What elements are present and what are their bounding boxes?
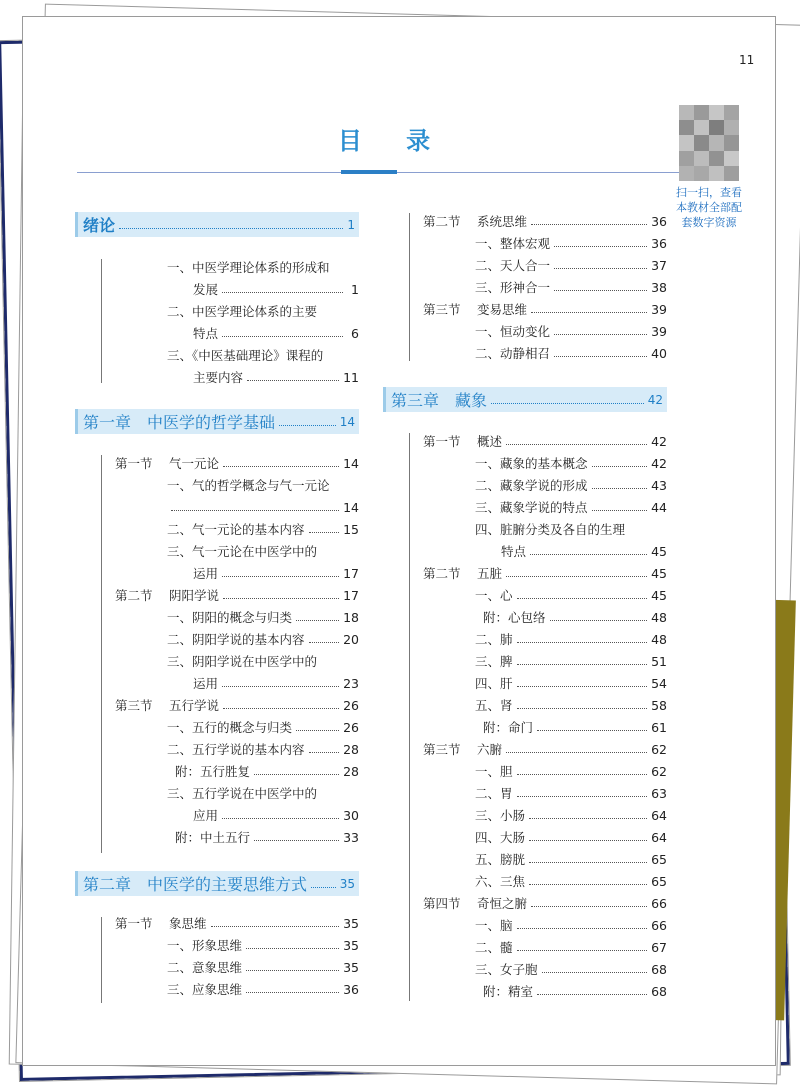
toc-entry-label: 二、意象思维 — [167, 960, 243, 975]
leader-dots — [550, 620, 648, 621]
section-guide-line — [101, 259, 102, 383]
toc-entry-page: 30 — [343, 807, 359, 823]
toc-section-number: 第三节 — [115, 698, 153, 713]
toc-entry-page: 42 — [651, 433, 667, 449]
leader-dots — [531, 224, 647, 225]
toc-entry[interactable] — [475, 342, 667, 364]
toc-entry[interactable] — [115, 694, 359, 716]
toc-entry-label: 概述 — [477, 434, 503, 449]
leader-dots — [506, 576, 647, 577]
leader-dots — [517, 708, 648, 709]
toc-entry-page: 64 — [651, 829, 667, 845]
toc-entry-label: 运用 — [193, 676, 219, 691]
toc-entry-label: 一、五行的概念与归类 — [167, 720, 293, 735]
toc-entry[interactable] — [115, 912, 359, 934]
toc-entry-label: 六、三焦 — [475, 874, 526, 889]
toc-section-number: 第一节 — [115, 456, 153, 471]
leader-dots — [531, 906, 647, 907]
toc-entry-label: 三、五行学说在中医学中的 — [167, 786, 318, 801]
toc-entry-label: 五脏 — [477, 566, 503, 581]
leader-dots — [529, 862, 647, 863]
leader-dots — [592, 488, 648, 489]
toc-section-number: 第二节 — [423, 214, 461, 229]
toc-entry-page: 39 — [651, 323, 667, 339]
leader-dots — [554, 334, 647, 335]
leader-dots — [529, 884, 647, 885]
toc-entry-label: 四、脏腑分类及各自的生理 — [475, 522, 626, 537]
toc-entry-page: 68 — [651, 961, 667, 977]
toc-entry-label: 变易思维 — [477, 302, 528, 317]
toc-entry-label: 一、整体宏观 — [475, 236, 551, 251]
leader-dots — [491, 403, 644, 404]
leader-dots — [254, 840, 339, 841]
toc-entry-page: 23 — [343, 675, 359, 691]
toc-entry[interactable] — [167, 738, 359, 760]
section-guide-line — [101, 917, 102, 1003]
toc-entry[interactable] — [115, 584, 359, 606]
toc-entry-label: 二、动静相召 — [475, 346, 551, 361]
toc-entry-label: 五、肾 — [475, 698, 513, 713]
toc-entry-label: 系统思维 — [477, 214, 528, 229]
toc-entry-label: 二、中医学理论体系的主要 — [167, 304, 318, 319]
toc-entry-page: 64 — [651, 807, 667, 823]
toc-entry[interactable] — [167, 606, 359, 628]
title-rule-accent — [341, 170, 397, 174]
toc-entry[interactable] — [167, 628, 359, 650]
toc-section-number: 第三节 — [423, 302, 461, 317]
toc-section-number: 第二节 — [423, 566, 461, 581]
toc-entry-page: 17 — [343, 587, 359, 603]
toc-entry[interactable] — [193, 278, 359, 300]
toc-entry[interactable] — [501, 540, 667, 562]
chapter-intro[interactable] — [75, 212, 359, 237]
toc-entry[interactable] — [475, 320, 667, 342]
toc-section-number: 第四节 — [423, 896, 461, 911]
page-title: 目 录 — [337, 127, 449, 155]
leader-dots — [222, 686, 339, 687]
toc-entry[interactable] — [193, 804, 359, 826]
toc-entry-page: 26 — [343, 719, 359, 735]
toc-entry[interactable] — [475, 628, 667, 650]
toc-entry-label: 附：中土五行 — [175, 830, 251, 845]
leader-dots — [517, 598, 648, 599]
toc-entry-label: 附：五行胜复 — [175, 764, 251, 779]
toc-entry[interactable] — [193, 366, 359, 388]
toc-entry-label: 三、脾 — [475, 654, 513, 669]
toc-entry-label: 一、脑 — [475, 918, 513, 933]
toc-entry-page: 62 — [651, 763, 667, 779]
chapter-2-page: 35 — [339, 876, 355, 891]
toc-entry-label: 五、膀胱 — [475, 852, 526, 867]
toc-entry-label: 一、胆 — [475, 764, 513, 779]
toc-entry-label: 二、阴阳学说的基本内容 — [167, 632, 305, 647]
toc-entry-page: 63 — [651, 785, 667, 801]
leader-dots — [171, 510, 339, 511]
toc-entry[interactable] — [475, 518, 667, 540]
toc-entry-page: 62 — [651, 741, 667, 757]
toc-entry[interactable] — [115, 452, 359, 474]
toc-entry-label: 阴阳学说 — [169, 588, 220, 603]
leader-dots — [246, 992, 339, 993]
toc-entry-label: 三、气一元论在中医学中的 — [167, 544, 318, 559]
toc-entry-label: 特点 — [501, 544, 527, 559]
toc-entry-page: 39 — [651, 301, 667, 317]
toc-entry-page: 40 — [651, 345, 667, 361]
toc-entry-label: 应用 — [193, 808, 219, 823]
toc-entry-page: 38 — [651, 279, 667, 295]
toc-entry-label: 发展 — [193, 282, 219, 297]
leader-dots — [247, 380, 339, 381]
toc-entry[interactable] — [475, 782, 667, 804]
toc-entry-label: 一、形象思维 — [167, 938, 243, 953]
toc-entry-page: 35 — [343, 959, 359, 975]
toc-entry-page: 36 — [651, 235, 667, 251]
toc-entry-page: 48 — [651, 609, 667, 625]
toc-entry[interactable] — [475, 496, 667, 518]
toc-entry[interactable] — [475, 870, 667, 892]
toc-entry[interactable] — [167, 978, 359, 1000]
toc-entry-page: 35 — [343, 915, 359, 931]
leader-dots — [223, 466, 339, 467]
toc-entry[interactable] — [175, 826, 359, 848]
leader-dots — [296, 620, 339, 621]
chapter-3[interactable] — [383, 387, 667, 412]
leader-dots — [246, 948, 339, 949]
leader-dots — [506, 444, 647, 445]
toc-entry[interactable] — [167, 540, 359, 562]
toc-entry-page: 43 — [651, 477, 667, 493]
page-number: 11 — [739, 53, 755, 67]
leader-dots — [254, 774, 339, 775]
chapter-1-page: 14 — [339, 414, 355, 429]
section-guide-line — [101, 455, 102, 853]
toc-entry[interactable] — [475, 254, 667, 276]
toc-entry-label: 三、阴阳学说在中医学中的 — [167, 654, 318, 669]
toc-entry[interactable] — [423, 892, 667, 914]
leader-dots — [506, 752, 647, 753]
toc-entry-label: 三、应象思维 — [167, 982, 243, 997]
toc-entry-label: 二、肺 — [475, 632, 513, 647]
chapter-2-label: 第二章 中医学的主要思维方式 — [83, 875, 308, 894]
leader-dots — [517, 642, 648, 643]
toc-entry-page: 65 — [651, 873, 667, 889]
toc-section-number: 第三节 — [423, 742, 461, 757]
toc-entry-label: 附：心包络 — [483, 610, 546, 625]
toc-entry[interactable] — [475, 936, 667, 958]
toc-entry-label: 三、藏象学说的特点 — [475, 500, 588, 515]
chapter-1-label: 第一章 中医学的哲学基础 — [83, 413, 276, 432]
toc-entry-page: 65 — [651, 851, 667, 867]
toc-entry-page: 14 — [343, 455, 359, 471]
toc-entry-label: 三、《中医基础理论》课程的 — [167, 348, 324, 363]
leader-dots — [517, 686, 648, 687]
leader-dots — [279, 425, 336, 426]
leader-dots — [529, 840, 647, 841]
toc-entry-label: 特点 — [193, 326, 219, 341]
toc-entry[interactable] — [193, 322, 359, 344]
leader-dots — [517, 774, 648, 775]
toc-entry[interactable] — [167, 782, 359, 804]
chapter-3-page: 42 — [647, 392, 663, 407]
leader-dots — [223, 598, 339, 599]
toc-entry[interactable] — [475, 760, 667, 782]
toc-entry[interactable] — [175, 760, 359, 782]
toc-entry[interactable] — [167, 716, 359, 738]
leader-dots — [554, 356, 647, 357]
toc-entry-page: 61 — [651, 719, 667, 735]
leader-dots — [530, 554, 647, 555]
toc-entry[interactable] — [167, 496, 359, 518]
toc-entry[interactable] — [423, 430, 667, 452]
toc-entry[interactable] — [167, 934, 359, 956]
leader-dots — [542, 972, 648, 973]
toc-entry-label: 象思维 — [169, 916, 207, 931]
toc-entry[interactable] — [167, 344, 359, 366]
toc-entry-page: 44 — [651, 499, 667, 515]
leader-dots — [246, 970, 339, 971]
toc-entry-label: 一、气的哲学概念与气一元论 — [167, 478, 330, 493]
toc-entry[interactable] — [483, 980, 667, 1002]
leader-dots — [554, 268, 647, 269]
toc-entry-page: 37 — [651, 257, 667, 273]
toc-entry-page: 67 — [651, 939, 667, 955]
leader-dots — [309, 532, 340, 533]
toc-entry[interactable] — [167, 518, 359, 540]
leader-dots — [119, 228, 343, 229]
leader-dots — [309, 752, 340, 753]
toc-entry[interactable] — [193, 562, 359, 584]
toc-entry[interactable] — [475, 650, 667, 672]
toc-entry-label: 二、胃 — [475, 786, 513, 801]
toc-entry-page: 14 — [343, 499, 359, 515]
section-guide-line — [409, 213, 410, 361]
toc-entry-label: 奇恒之腑 — [477, 896, 528, 911]
toc-entry[interactable] — [483, 716, 667, 738]
leader-dots — [222, 336, 343, 337]
toc-entry[interactable] — [167, 650, 359, 672]
toc-entry-label: 四、大肠 — [475, 830, 526, 845]
toc-entry-page: 58 — [651, 697, 667, 713]
leader-dots — [537, 994, 647, 995]
leader-dots — [531, 312, 647, 313]
toc-entry-label: 主要内容 — [193, 370, 244, 385]
toc-entry[interactable] — [167, 474, 359, 496]
qr-caption: 扫一扫，查看本教材全部配套数字资源 — [676, 186, 742, 229]
toc-section-number: 第一节 — [423, 434, 461, 449]
leader-dots — [517, 928, 648, 929]
qr-code[interactable] — [679, 105, 739, 181]
toc-entry-label: 运用 — [193, 566, 219, 581]
leader-dots — [537, 730, 647, 731]
toc-entry[interactable] — [475, 914, 667, 936]
toc-entry[interactable] — [475, 232, 667, 254]
toc-entry[interactable] — [475, 672, 667, 694]
leader-dots — [222, 818, 339, 819]
toc-entry-page: 18 — [343, 609, 359, 625]
toc-entry[interactable] — [475, 848, 667, 870]
toc-entry-label: 一、阴阳的概念与归类 — [167, 610, 293, 625]
section-guide-line — [409, 433, 410, 1001]
leader-dots — [554, 246, 647, 247]
leader-dots — [222, 576, 339, 577]
toc-entry-page: 45 — [651, 587, 667, 603]
toc-entry-page: 20 — [343, 631, 359, 647]
toc-entry[interactable] — [423, 210, 667, 232]
toc-entry-label: 一、心 — [475, 588, 513, 603]
leader-dots — [517, 796, 648, 797]
toc-section-number: 第二节 — [115, 588, 153, 603]
toc-entry[interactable] — [475, 474, 667, 496]
toc-entry[interactable] — [167, 256, 359, 278]
toc-entry-page: 36 — [343, 981, 359, 997]
leader-dots — [517, 950, 648, 951]
toc-entry-page: 36 — [651, 213, 667, 229]
toc-entry-page: 45 — [651, 565, 667, 581]
toc-entry-label: 一、中医学理论体系的形成和 — [167, 260, 330, 275]
leader-dots — [517, 664, 648, 665]
toc-entry-label: 三、形神合一 — [475, 280, 551, 295]
toc-entry-page: 48 — [651, 631, 667, 647]
toc-entry-label: 三、女子胞 — [475, 962, 538, 977]
chapter-1[interactable] — [75, 409, 359, 434]
toc-entry[interactable] — [475, 958, 667, 980]
toc-entry-page: 15 — [343, 521, 359, 537]
toc-entry-page: 42 — [651, 455, 667, 471]
chapter-3-label: 第三章 藏象 — [391, 391, 488, 410]
toc-entry-page: 54 — [651, 675, 667, 691]
toc-entry-page: 28 — [343, 763, 359, 779]
leader-dots — [529, 818, 647, 819]
leader-dots — [311, 887, 336, 888]
toc-entry-label: 气一元论 — [169, 456, 220, 471]
toc-entry-label: 一、恒动变化 — [475, 324, 551, 339]
leader-dots — [211, 926, 340, 927]
toc-entry-page: 45 — [651, 543, 667, 559]
toc-entry[interactable] — [167, 956, 359, 978]
toc-entry-page: 11 — [343, 369, 359, 385]
toc-entry-page: 35 — [343, 937, 359, 953]
leader-dots — [309, 642, 340, 643]
toc-entry-page: 26 — [343, 697, 359, 713]
chapter-intro-label: 绪论 — [83, 216, 116, 235]
toc-entry-label: 一、藏象的基本概念 — [475, 456, 588, 471]
toc-entry[interactable] — [475, 276, 667, 298]
leader-dots — [296, 730, 339, 731]
toc-entry-label: 六腑 — [477, 742, 503, 757]
toc-entry-page: 6 — [351, 325, 359, 341]
leader-dots — [223, 708, 339, 709]
toc-entry-label: 三、小肠 — [475, 808, 526, 823]
leader-dots — [222, 292, 343, 293]
toc-entry[interactable] — [475, 826, 667, 848]
toc-entry-label: 附：精室 — [483, 984, 534, 999]
toc-entry-page: 66 — [651, 917, 667, 933]
toc-entry[interactable] — [423, 298, 667, 320]
toc-entry-page: 51 — [651, 653, 667, 669]
toc-entry[interactable] — [475, 584, 667, 606]
chapter-intro-page: 1 — [347, 217, 355, 232]
toc-entry-label: 二、藏象学说的形成 — [475, 478, 588, 493]
toc-entry[interactable] — [423, 562, 667, 584]
toc-entry[interactable] — [167, 300, 359, 322]
toc-entry-page: 1 — [351, 281, 359, 297]
toc-entry[interactable] — [475, 694, 667, 716]
toc-entry-label: 二、天人合一 — [475, 258, 551, 273]
chapter-2[interactable] — [75, 871, 359, 896]
toc-entry-page: 17 — [343, 565, 359, 581]
toc-entry[interactable] — [475, 452, 667, 474]
toc-entry-page: 68 — [651, 983, 667, 999]
toc-entry-page: 28 — [343, 741, 359, 757]
toc-entry[interactable] — [475, 804, 667, 826]
leader-dots — [554, 290, 647, 291]
toc-section-number: 第一节 — [115, 916, 153, 931]
toc-entry-label: 二、髓 — [475, 940, 513, 955]
toc-entry-label: 五行学说 — [169, 698, 220, 713]
leader-dots — [592, 510, 648, 511]
toc-entry-label: 附：命门 — [483, 720, 534, 735]
toc-entry-label: 二、气一元论的基本内容 — [167, 522, 305, 537]
toc-entry-page: 33 — [343, 829, 359, 845]
toc-entry-label: 四、肝 — [475, 676, 513, 691]
toc-entry-page: 66 — [651, 895, 667, 911]
leader-dots — [592, 466, 648, 467]
toc-entry[interactable] — [423, 738, 667, 760]
toc-entry[interactable] — [483, 606, 667, 628]
toc-page — [22, 16, 776, 1066]
toc-entry-label: 二、五行学说的基本内容 — [167, 742, 305, 757]
toc-entry[interactable] — [193, 672, 359, 694]
